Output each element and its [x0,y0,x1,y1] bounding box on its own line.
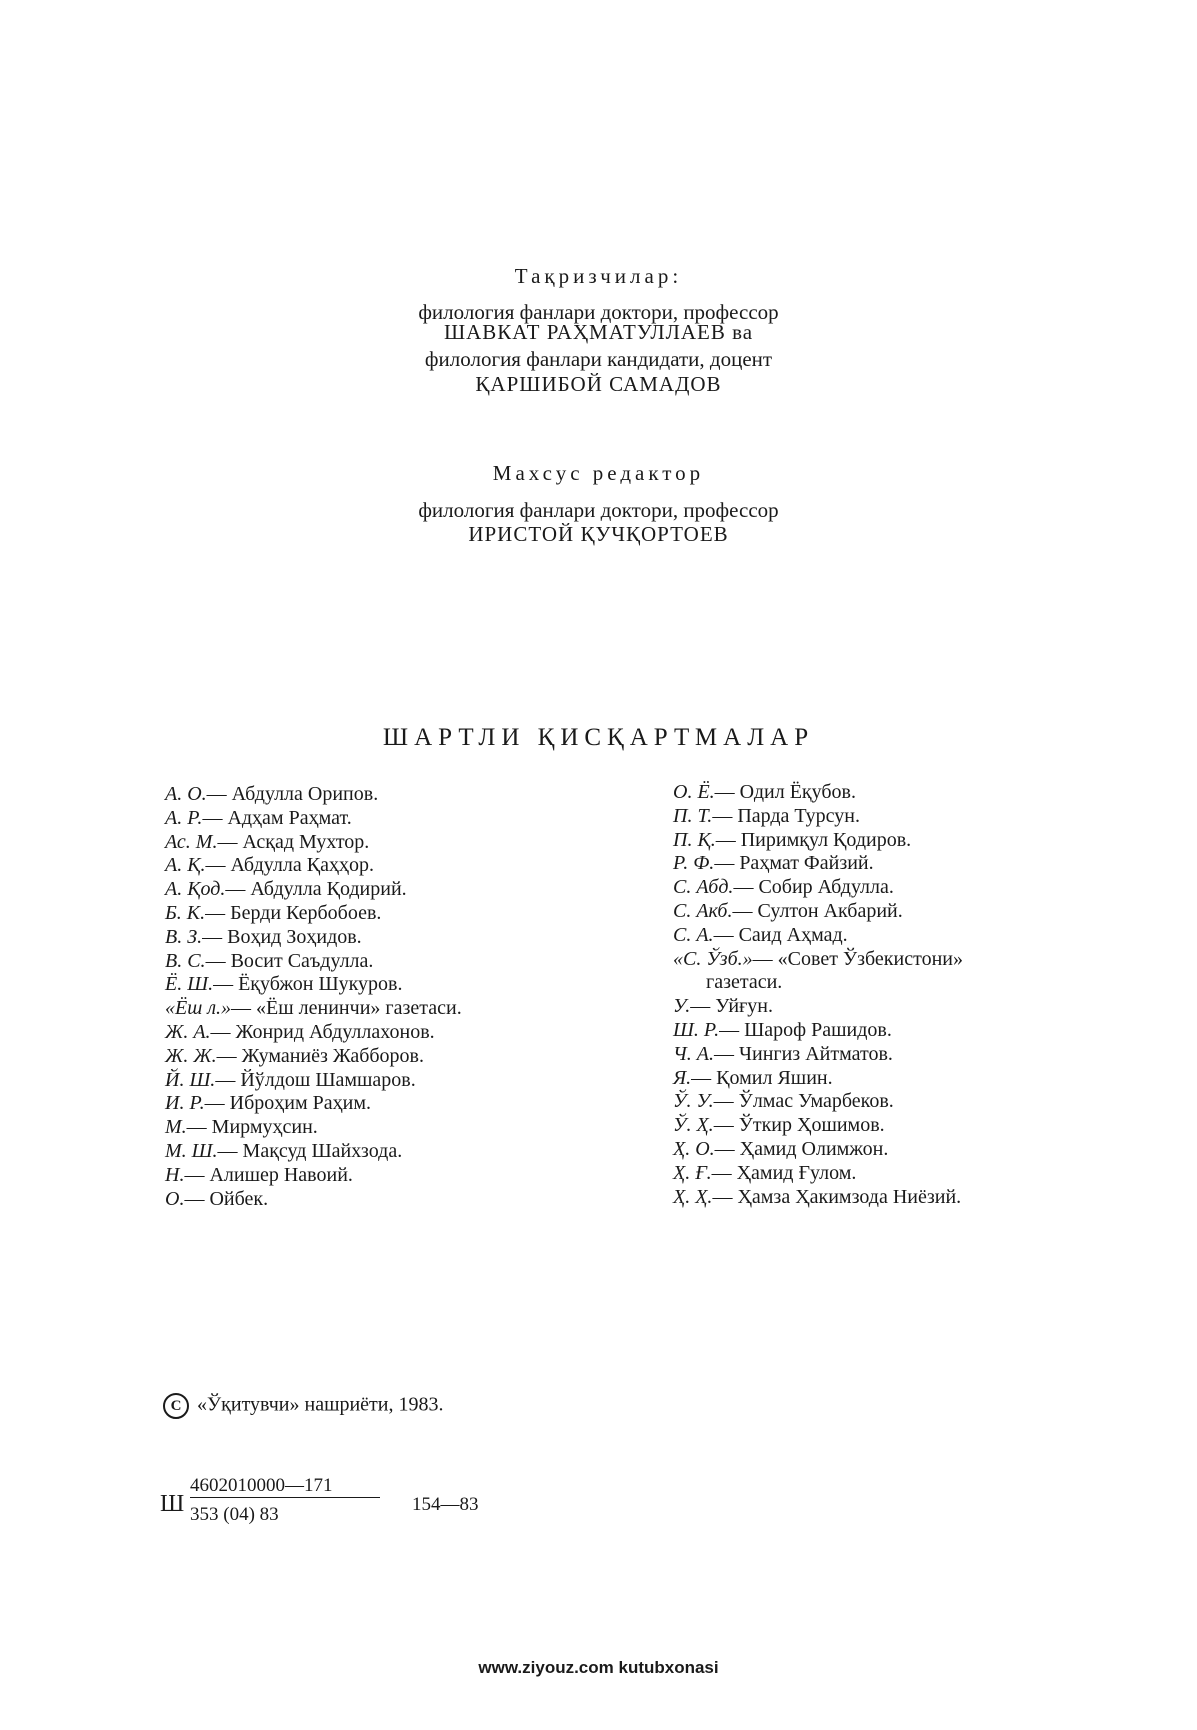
abbreviation-entry [673,948,1093,972]
abbreviation-entry [165,902,585,926]
abbreviation-code: Ҳ. Ғ. [673,1161,712,1184]
abbreviation-entry [673,1186,1093,1210]
abbreviation-expansion: — Берди Кербобоев. [205,901,382,924]
abbreviation-entry [673,829,1093,853]
abbreviation-expansion: — Собир Абдулла. [733,876,894,899]
abbreviation-entry [165,926,585,950]
abbreviation-entry [165,1164,585,1188]
abbreviation-expansion: — Ўлмас Умарбеков. [713,1090,894,1113]
abbreviations-left-column [165,783,585,1211]
abbreviation-entry [673,1162,1093,1186]
abbreviation-code: А. Қ. [165,854,206,877]
abbreviation-expansion: — «Совет Ўзбекистони» [752,947,963,970]
editor-name: ИРИСТОЙ ҚУЧҚОРТОЕВ [468,522,729,546]
abbreviation-entry [673,781,1093,805]
abbreviation-entry [673,1138,1093,1162]
abbreviation-expansion: — Одил Ёқубов. [714,781,856,803]
abbreviation-expansion: — Чингиз Айтматов. [714,1042,893,1065]
abbreviation-code: М. [165,1116,187,1139]
abbreviation-code: А. О. [165,783,207,805]
copyright-line [163,1393,444,1419]
abbreviation-code: С. Акб. [673,899,733,922]
copyright-icon: C [163,1393,189,1419]
abbreviation-continuation [673,971,1093,995]
abbreviation-code: «Ёш л.» [165,997,232,1020]
abbreviation-expansion: — Ўткир Ҳошимов. [713,1114,885,1137]
abbreviation-expansion: — Восит Саъдулла. [205,949,374,972]
pub-code-letter: Ш [160,1491,185,1517]
abbreviation-code: А. Р. [165,806,203,829]
abbreviation-code: А. Қод. [165,878,226,901]
abbreviation-code: Ж. Ж. [165,1044,217,1067]
abbreviation-code: Й. Ш. [165,1068,216,1091]
abbreviation-entry [165,1140,585,1164]
abbreviation-code: Б. К. [165,901,206,924]
abbreviation-entry [165,1045,585,1069]
pub-code-order: 154—83 [412,1494,479,1515]
abbreviation-entry [673,1019,1093,1043]
abbreviation-expansion: — Парда Турсун. [712,804,860,827]
reviewer1-title: филология фанлари доктори, профессор [418,300,779,324]
pub-code-denominator: 353 (04) 83 [190,1504,279,1525]
abbreviation-entry [165,831,585,855]
abbreviation-entry [165,854,585,878]
abbreviation-code: Ў. У. [673,1090,714,1113]
abbreviation-entry [165,1021,585,1045]
abbreviation-expansion: — Йўлдош Шамшаров. [215,1068,416,1091]
abbreviation-code: Ў. Ҳ. [673,1114,714,1137]
abbreviation-code: И. Р. [165,1092,205,1115]
abbreviation-entry [165,950,585,974]
abbreviation-entry [165,783,585,807]
abbreviation-expansion: — Иброҳим Раҳим. [204,1092,372,1115]
abbreviation-code: С. Абд. [673,876,734,899]
abbreviation-expansion: — Ойбек. [184,1187,269,1210]
reviewer2-name: ҚАРШИБОЙ САМАДОВ [475,372,722,396]
abbreviations-right-column [673,781,1093,1209]
abbreviation-code: О. Ё. [673,781,715,803]
editor-heading: Махсус редактор [492,461,705,485]
abbreviation-entry [673,1043,1093,1067]
abbreviation-entry [165,807,585,831]
reviewer2-title: филология фанлари кандидати, доцент [424,347,773,371]
abbreviation-expansion: — Қомил Яшин. [691,1066,833,1089]
abbreviation-expansion: — Адҳам Раҳмат. [202,806,352,829]
abbreviation-entry [165,1116,585,1140]
abbreviation-code: В. З. [165,925,203,948]
abbreviation-code: Я. [673,1066,692,1089]
abbreviation-expansion: — Абдулла Орипов. [206,783,379,805]
footer-watermark: www.ziyouz.com kutubxonasi [478,1658,719,1677]
abbreviation-code: В. С. [165,949,206,972]
pub-code-numerator: 4602010000—171 [190,1475,380,1498]
abbreviation-code: Ж. А. [165,1020,211,1043]
abbreviation-code: М. Ш. [165,1139,218,1162]
abbreviation-expansion: — Султон Акбарий. [732,899,903,922]
abbreviation-expansion: — Пиримқул Қодиров. [715,828,912,851]
abbreviation-expansion: — Жонрид Абдуллахонов. [210,1020,435,1043]
abbreviation-expansion: — Абдулла Қаҳҳор. [205,854,374,877]
abbreviation-entry [165,878,585,902]
abbreviation-expansion: — Мақсуд Шайхзода. [217,1139,403,1162]
abbreviation-expansion: — Воҳид Зоҳидов. [202,925,362,948]
abbreviation-expansion: — Саид Аҳмад. [713,923,848,946]
abbreviation-expansion: — Ёқубжон Шукуров. [213,973,403,996]
abbreviation-code: Ас. М. [165,830,218,853]
abbreviation-entry [673,995,1093,1019]
abbreviation-expansion: — Уйғун. [690,995,773,1018]
abbreviation-entry [673,805,1093,829]
reviewer1-name: ШАВКАТ РАҲМАТУЛЛАЕВ ва [443,320,754,344]
abbreviation-code: Ё. Ш. [165,973,214,996]
abbreviation-expansion: — «Ёш ленинчи» газетаси. [231,997,462,1020]
abbreviation-expansion: — Ҳамид Ғулом. [711,1161,857,1184]
abbreviation-entry [165,973,585,997]
abbreviation-expansion: — Ҳамза Ҳакимзода Ниёзий. [712,1185,962,1208]
abbreviation-expansion: — Ҳамид Олимжон. [714,1137,889,1160]
abbreviation-entry [673,1090,1093,1114]
abbreviation-entry [673,876,1093,900]
abbreviation-entry [165,997,585,1021]
abbreviation-code: О. [165,1187,185,1210]
abbreviation-code: Ҳ. О. [673,1137,715,1160]
abbreviation-code: П. Қ. [673,828,716,851]
abbreviation-code: Ч. А. [673,1042,714,1065]
abbreviation-entry [165,1188,585,1212]
editor-title: филология фанлари доктори, профессор [418,498,779,522]
abbreviation-expansion: — Абдулла Қодирий. [225,878,407,901]
abbreviation-code: Р. Ф. [673,852,715,875]
abbreviation-code: П. Т. [673,804,713,827]
abbreviation-code: «С. Ўзб.» [673,947,753,970]
abbreviation-expansion: — Шароф Рашидов. [719,1018,892,1041]
abbreviation-expansion: — Мирмуҳсин. [186,1116,318,1139]
reviewers-heading: Тақризчилар: [514,264,683,288]
abbreviation-expansion: — Раҳмат Файзий. [714,852,874,875]
abbreviation-entry [673,924,1093,948]
abbreviation-expansion: — Асқад Мухтор. [217,830,370,853]
abbreviations-heading: ШАРТЛИ ҚИСҚАРТМАЛАР [382,724,815,751]
abbreviation-entry [673,1067,1093,1091]
copyright-text: «Ўқитувчи» нашриёти, 1983. [197,1393,444,1416]
abbreviation-code: Н. [165,1163,185,1186]
abbreviation-expansion: — Алишер Навоий. [184,1163,353,1186]
abbreviation-continuation-text: газетаси. [706,971,783,994]
abbreviation-code: Ҳ. Ҳ. [673,1185,713,1208]
abbreviation-entry [165,1069,585,1093]
abbreviation-entry [673,852,1093,876]
abbreviation-entry [165,1092,585,1116]
abbreviation-entry [673,900,1093,924]
abbreviation-code: Ш. Р. [673,1018,720,1041]
abbreviation-code: С. А. [673,923,714,946]
abbreviation-code: У. [673,995,691,1018]
abbreviation-expansion: — Жуманиёз Жабборов. [216,1044,424,1067]
abbreviation-entry [673,1114,1093,1138]
